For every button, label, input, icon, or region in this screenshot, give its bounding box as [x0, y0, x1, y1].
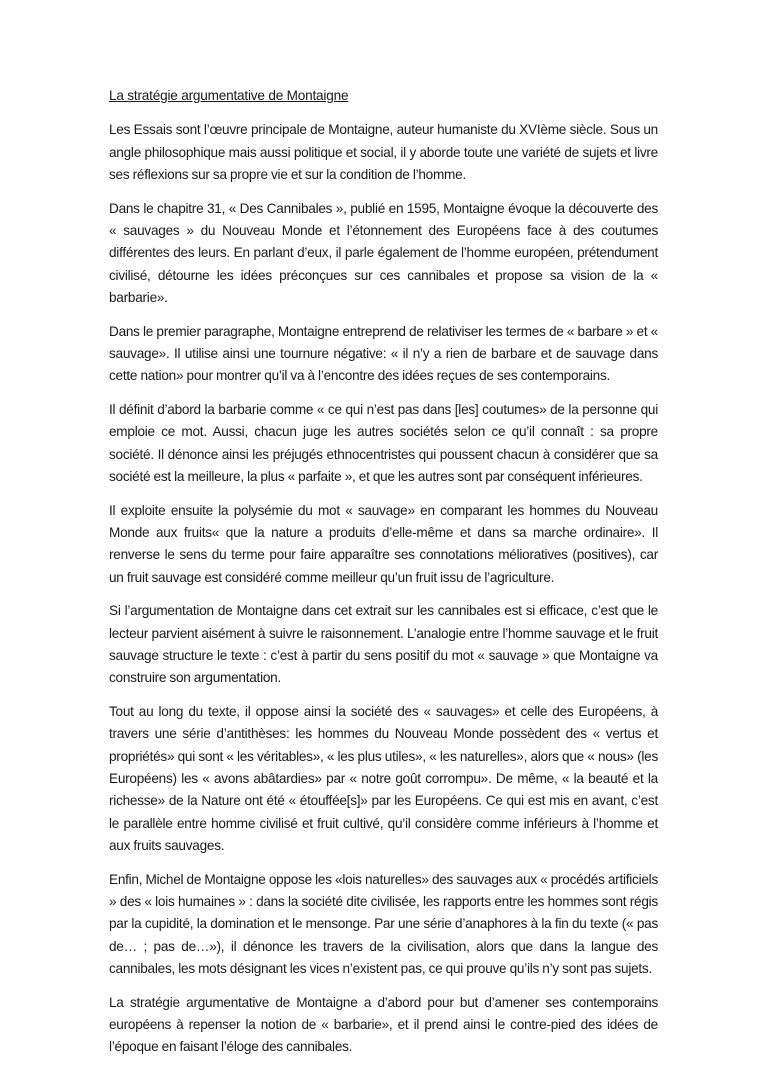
paragraph-antitheses: Tout au long du texte, il oppose ainsi la société des « sauvages» et celle des Européens, à travers une série d’antithèses: les hommes du Nouveau Monde possèdent des « vertus et propriétés» qui sont « les véritables», « les plus utiles», « les naturelles», alors que « nous» (les Européens) les « avons abâtardies» par « notre goût corrompu». De même, « la beauté et la richesse» de la Nature ont été « étouffée[s]» par les Européens. Ce qui est mis en avant, c’est le parallèle entre homme civilisé et fruit cultivé, qu’il considère comme inférieurs à l’homme et aux fruits sauvages.: [109, 703, 658, 854]
paragraph-barbarie: Il définit d’abord la barbarie comme « ce qui n’est pas dans [les] coutumes» de la personne qui emploie ce mot. Aussi, chacun juge les autres sociétés selon ce qu’il connaît : sa propre société. Il dénonce ainsi les préjugés ethnocentristes qui poussent chacun à considérer que sa société est la meilleure, la plus « parfaite », et que les autres sont par conséquent inférieures.: [109, 401, 658, 485]
paragraph-lois: Enfin, Michel de Montaigne oppose les «lois naturelles» des sauvages aux « procédés artificiels » des « lois humaines » : dans la société dite civilisée, les rapports entre les hommes sont régis par la cupidité, la domination et le mensonge. Par une série d’anaphores à la fin du texte (« pas de… ; pas de…»), il dénonce les travers de la civilisation, alors que dans la langue des cannibales, les mots désignant les vices n’existent pas, ce qui prouve qu’ils n’y sont pas sujets.: [109, 871, 658, 977]
paragraph-argumentation: Si l’argumentation de Montaigne dans cet extrait sur les cannibales est si efficace, c’est que le lecteur parvient aisément à suivre le raisonnement. L’analogie entre l’homme sauvage et le fruit sauvage structure le texte : c’est à partir du sens positif du mot « sauvage » que Montaigne va construire son argumentation.: [109, 603, 658, 686]
paragraph-relativize: Dans le premier paragraphe, Montaigne entreprend de relativiser les termes de « barbare » et « sauvage». Il utilise ainsi une tournure négative: « il n’y a rien de barbare et de sauvage dans cette nation» pour montrer qu’il va à l’encontre des idées reçues de ses contemporains.: [109, 323, 658, 384]
paragraph-polysemie: Il exploite ensuite la polysémie du mot « sauvage» en comparant les hommes du Nouveau Monde aux fruits« que la nature a produits d’elle-même et dans sa marche ordinaire». Il renverse le sens du terme pour faire apparaître ses connotations mélioratives (positives), car un fruit sauvage est considéré comme meilleur qu’un fruit issu de l’agriculture.: [109, 502, 658, 585]
document-page: [109, 85, 658, 1070]
paragraph-intro: Les Essais sont l’œuvre principale de Montaigne, auteur humaniste du XVIème siècle. Sous un angle philosophique mais aussi politique et social, il y aborde toute une variété de sujets et livre ses réflexions sur sa propre vie et sur la condition de l’homme.: [109, 122, 658, 183]
paragraph-chapter: Dans le chapitre 31, « Des Cannibales », publié en 1595, Montaigne évoque la découverte des « sauvages » du Nouveau Monde et l’étonnement des Européens face à des coutumes différentes des leurs. En parlant d’eux, il parle également de l’homme européen, prétendument civilisé, détourne les idées préconçues sur ces cannibales et propose sa vision de la « barbarie».: [109, 200, 658, 306]
paragraph-conclusion: La stratégie argumentative de Montaigne a d’abord pour but d’amener ses contemporains européens à repenser la notion de « barbarie», et il prend ainsi le contre-pied des idées de l’époque en faisant l’éloge des cannibales.: [109, 994, 658, 1055]
document-title: La stratégie argumentative de Montaigne: [109, 88, 349, 103]
